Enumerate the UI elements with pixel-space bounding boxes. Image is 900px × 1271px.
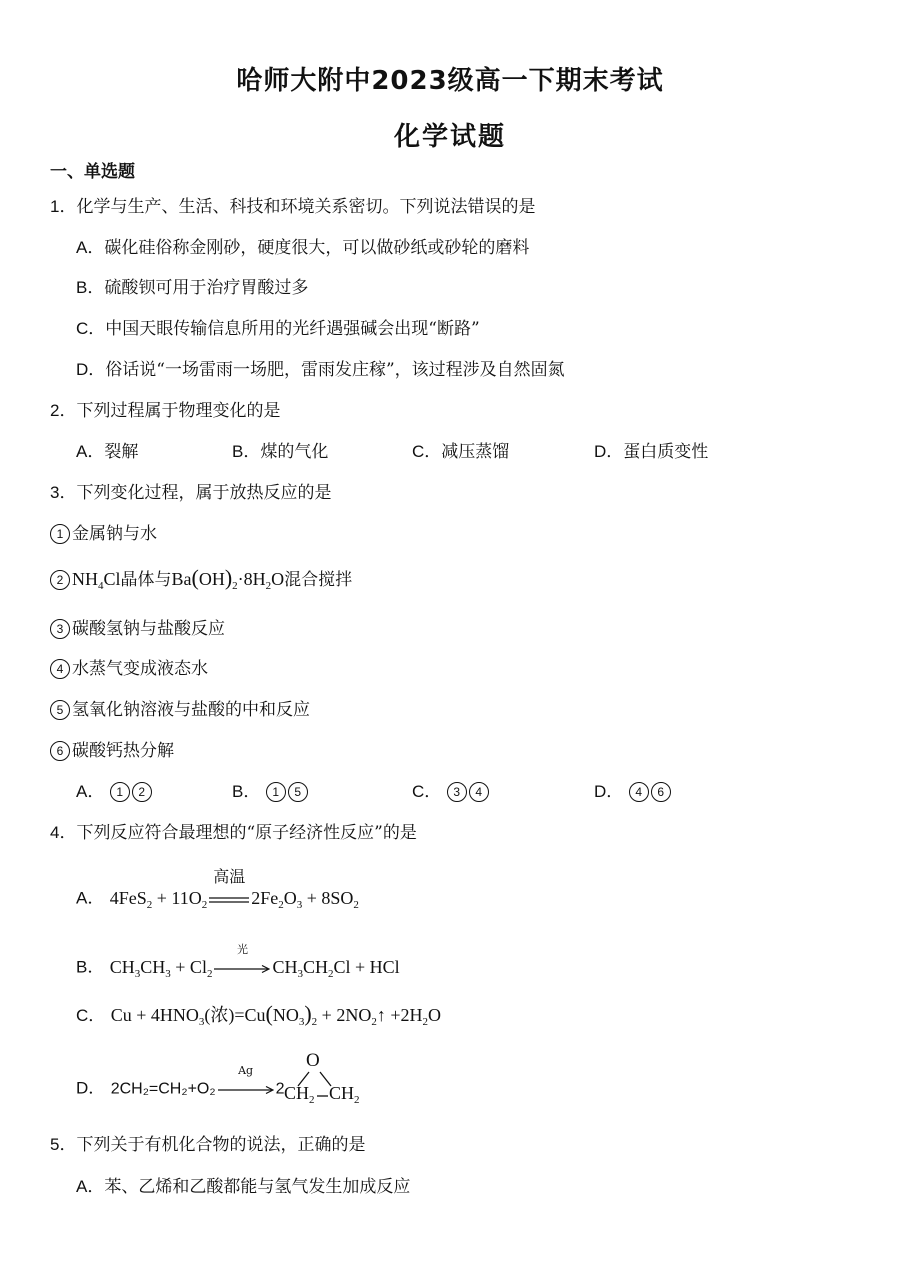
q1-option-d <box>76 358 565 382</box>
option-text: 中国天眼传输信息所用的光纤遇强碱会出现“断路” <box>105 319 480 339</box>
ch2-right: $CH_2$ <box>329 1083 360 1106</box>
option-text: 蛋白质变性 <box>623 442 709 462</box>
q4-option-b <box>76 943 400 986</box>
question-2 <box>50 399 280 423</box>
option-key: A． <box>76 442 105 461</box>
option-text: 硫酸钡可用于治疗胃酸过多 <box>104 278 309 298</box>
q3-item-3 <box>50 617 225 641</box>
circled-number: 3 <box>50 619 70 639</box>
equation: $4FeS_2 + 11O_2$ <box>109 887 208 911</box>
q2-option-d <box>594 440 708 464</box>
option-text: 苯、乙烯和乙酸都能与氢气发生加成反应 <box>104 1177 411 1197</box>
option-key: C． <box>76 319 106 338</box>
q3-option-a <box>76 780 154 804</box>
condition-label: Ag <box>238 1064 254 1077</box>
option-text: 煤的气化 <box>260 442 329 462</box>
q4-option-d <box>76 1064 285 1107</box>
circled-number: 4 <box>50 659 70 679</box>
condition-label: 高温 <box>213 867 246 886</box>
q3-item-4 <box>50 657 208 681</box>
q2-option-b <box>232 440 328 464</box>
option-key: C． <box>76 1006 106 1025</box>
formula-nh4cl: $NH_4Cl$ <box>72 569 121 592</box>
question-stem: 下列过程属于物理变化的是 <box>76 401 281 421</box>
question-1 <box>50 195 535 219</box>
equation-products: $=Cu(NO_3)_2$ + $2NO_2↑ +2H_2O$ <box>234 1001 441 1028</box>
circled-number: 1 <box>110 782 130 802</box>
question-4 <box>50 821 417 845</box>
q4-option-a <box>76 867 359 920</box>
question-stem: 下列关于有机化合物的说法，正确的是 <box>76 1135 366 1155</box>
option-key: A． <box>76 1177 105 1196</box>
item-text: 碳酸氢钠与盐酸反应 <box>72 619 225 639</box>
item-text: 水蒸气变成液态水 <box>72 659 208 679</box>
q3-item-1 <box>50 522 157 546</box>
option-key: D． <box>76 360 106 379</box>
circled-number: 3 <box>447 782 467 802</box>
q3-item-2 <box>50 567 352 592</box>
section-heading: 一、单选题 <box>50 162 135 182</box>
equation-products: $CH_3CH_2Cl$ + HCl <box>272 956 400 980</box>
option-key: A． <box>76 888 105 908</box>
question-stem: 下列变化过程，属于放热反应的是 <box>76 483 332 503</box>
reaction-condition <box>214 944 270 980</box>
exam-title: 哈师大附中2023级高一下期末考试 <box>236 66 664 96</box>
ring-oxygen: O <box>306 1050 320 1071</box>
question-number: 5． <box>50 1135 77 1154</box>
q5-option-a <box>76 1175 410 1199</box>
question-number: 3． <box>50 483 77 502</box>
circled-number: 4 <box>469 782 489 802</box>
option-key: C． <box>412 442 442 461</box>
circled-number: 5 <box>50 700 70 720</box>
option-key: B． <box>232 442 261 461</box>
question-number: 1． <box>50 197 77 216</box>
question-3 <box>50 481 331 505</box>
circled-number: 2 <box>132 782 152 802</box>
equation-reactants: 2CH₂=CH₂+O₂ <box>110 1080 216 1098</box>
q3-option-b <box>232 780 310 804</box>
option-key: D． <box>594 442 624 461</box>
question-5 <box>50 1133 365 1157</box>
option-key: D． <box>76 1078 106 1098</box>
circled-number: 6 <box>651 782 671 802</box>
item-text: 碳酸钙热分解 <box>72 741 174 761</box>
question-number: 2． <box>50 401 77 420</box>
option-key: B． <box>232 782 261 801</box>
item-text: 氢氧化钠溶液与盐酸的中和反应 <box>72 700 310 720</box>
question-number: 4． <box>50 823 77 842</box>
circled-number: 6 <box>50 741 70 761</box>
equation-products: $2Fe_2O_3 + 8SO_2$ <box>251 887 359 911</box>
option-key: B． <box>76 957 105 977</box>
arrow-right-icon <box>214 965 270 973</box>
q3-option-d <box>594 780 673 804</box>
option-key: C． <box>412 782 442 801</box>
equation: $Cu + 4HNO_3$ <box>110 1005 205 1028</box>
reaction-condition <box>209 868 249 910</box>
epoxide-structure <box>284 1050 374 1110</box>
circled-number: 5 <box>288 782 308 802</box>
product-coefficient: 2 <box>275 1080 285 1098</box>
q1-option-c <box>76 317 480 341</box>
option-key: A． <box>76 238 105 257</box>
equals-sign-icon <box>209 897 249 903</box>
formula-baoh2: $Ba(OH)_2\cdot 8H_2O$ <box>171 565 285 592</box>
q1-option-b <box>76 276 308 300</box>
q1-option-a <box>76 236 529 260</box>
option-key: D． <box>594 782 624 801</box>
circled-number: 1 <box>50 524 70 544</box>
circled-number: 2 <box>50 570 70 590</box>
circled-number: 4 <box>629 782 649 802</box>
question-stem: 下列反应符合最理想的“原子经济性反应”的是 <box>76 823 417 843</box>
item-text: 晶体与 <box>120 570 172 590</box>
question-stem: 化学与生产、生活、科技和环境关系密切。下列说法错误的是 <box>76 197 536 217</box>
q3-option-c <box>412 780 491 804</box>
arrow-right-icon <box>218 1086 274 1094</box>
concentrated-note: (浓) <box>204 1005 235 1025</box>
ch2-left: $CH_2$ <box>284 1083 315 1106</box>
option-key: A． <box>76 782 105 801</box>
q2-option-c <box>412 440 509 464</box>
option-text: 裂解 <box>104 442 139 462</box>
q3-item-5 <box>50 698 310 722</box>
q2-option-a <box>76 440 138 464</box>
option-text: 碳化硅俗称金刚砂，硬度很大，可以做砂纸或砂轮的磨料 <box>104 238 530 258</box>
exam-subtitle: 化学试题 <box>393 122 506 152</box>
equation: $CH_3CH_3 + Cl_2$ <box>109 956 213 980</box>
option-key: B． <box>76 278 105 297</box>
circled-number: 1 <box>266 782 286 802</box>
reaction-condition <box>218 1065 274 1101</box>
q3-item-6 <box>50 739 174 763</box>
condition-label: 光 <box>236 943 248 956</box>
option-text: 减压蒸馏 <box>441 442 510 462</box>
option-text: 俗话说“一场雷雨一场肥，雷雨发庄稼”，该过程涉及自然固氮 <box>105 360 565 380</box>
q4-option-c <box>76 1003 441 1028</box>
item-text-suffix: 混合搅拌 <box>284 570 353 590</box>
item-text: 金属钠与水 <box>72 524 157 544</box>
